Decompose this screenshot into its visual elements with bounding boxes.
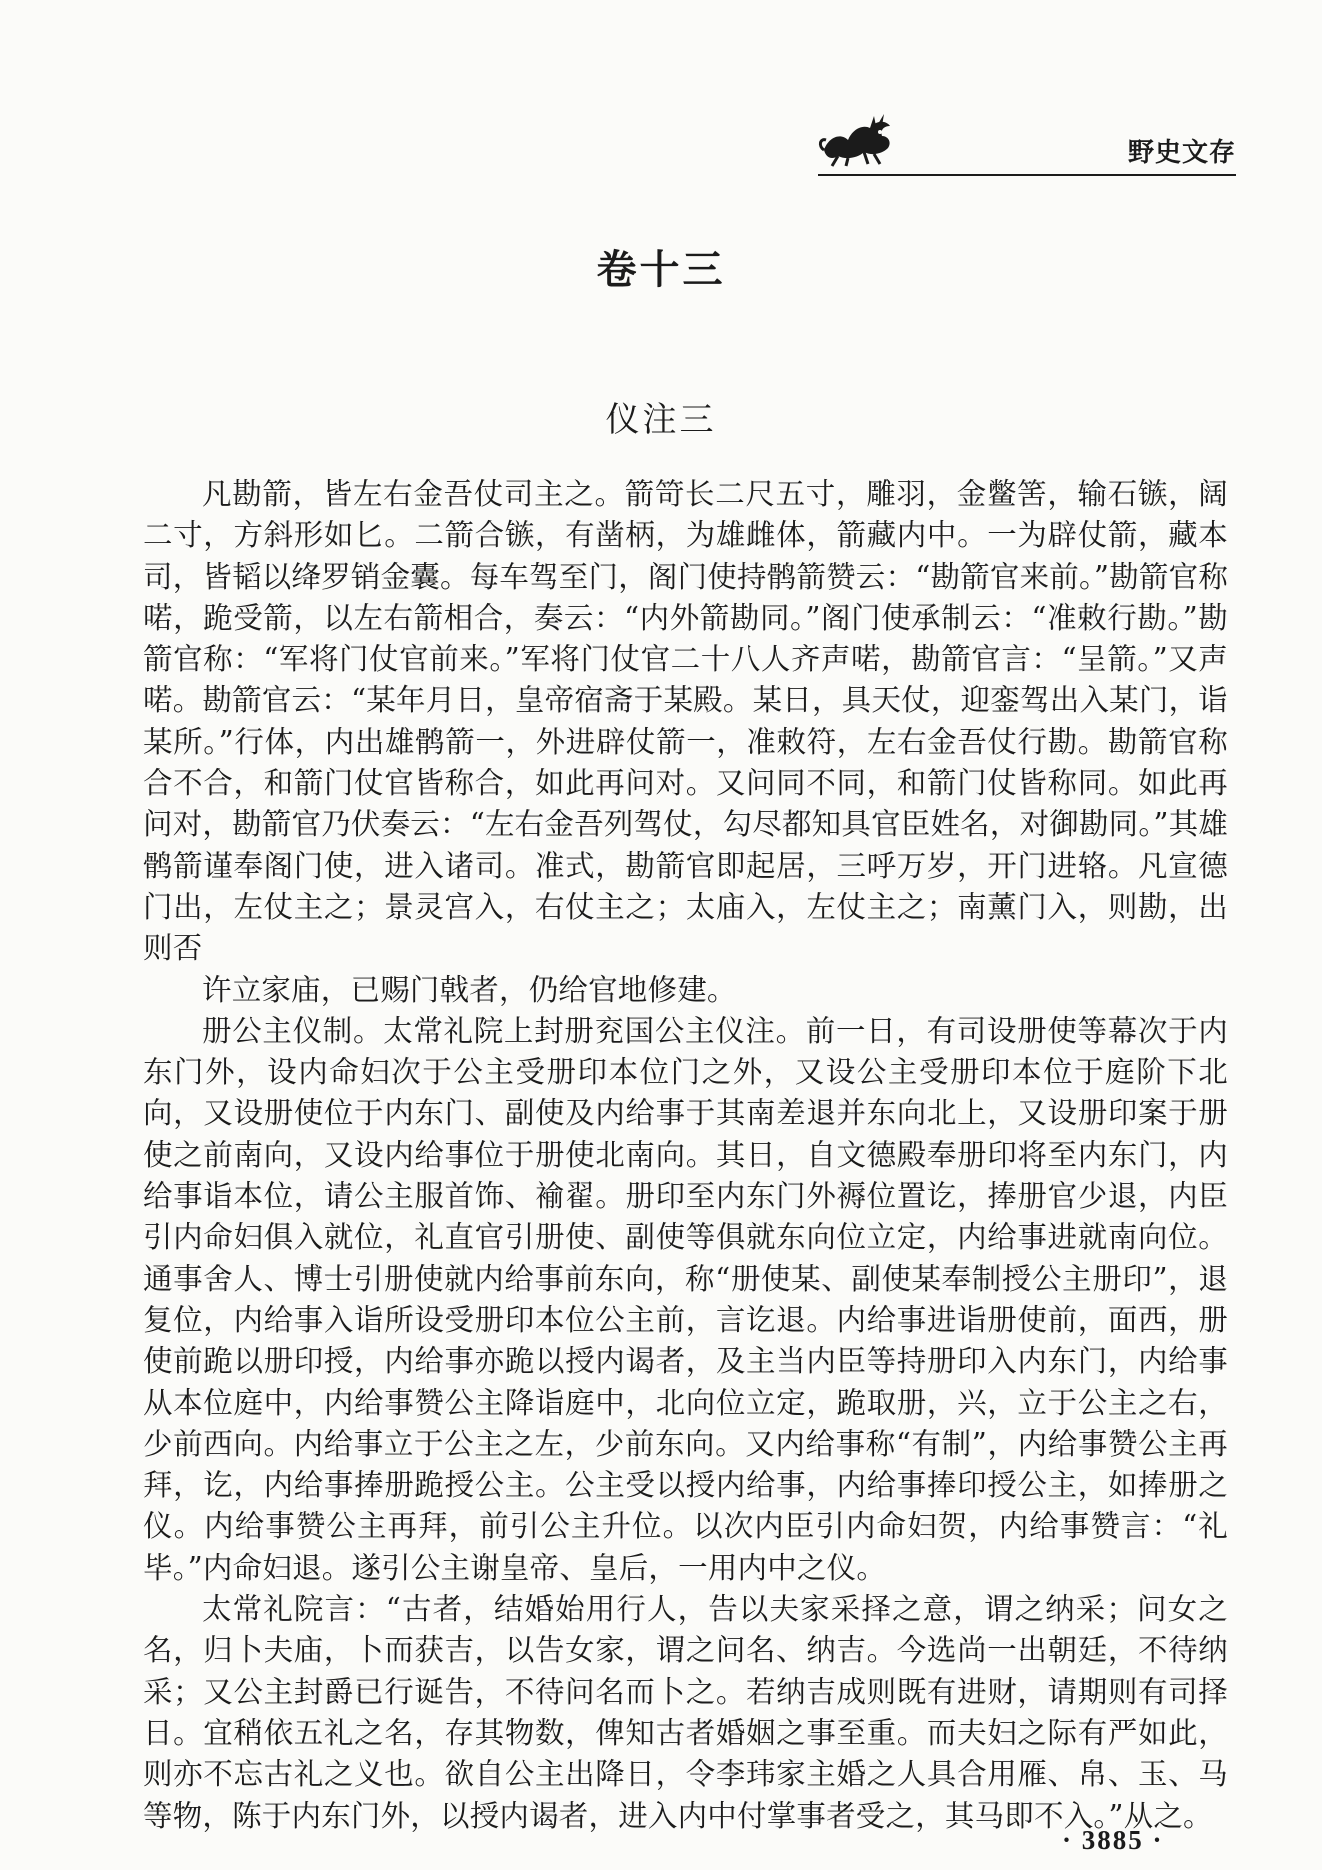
- paragraph: 许立家庙，已赐门戟者，仍给官地修建。: [202, 972, 737, 1007]
- body-text: [143, 474, 1228, 1837]
- section-title: 仪注三: [605, 400, 717, 440]
- paragraph: 凡勘箭，皆左右金吾仗司主之。箭笴长二尺五寸，雕羽，金鳖筈，输石镞，阔二寸，方斜形如匕。二箭合镞，有凿柄，为雄雌体，箭藏内中。一为辟仗箭，藏本司，皆韬以绛罗销金囊。每车驾至门，阁门使持鹘箭赞云：“勘箭官来前。”勘箭官称喏，跪受箭，以左右箭相合，奏云：“内外箭勘同。”阁门使承制云：“准敕行勘。”勘箭官称：“军将门仗官前来。”军将门仗官二十八人齐声喏，勘箭官言：“呈箭。”又声喏。勘箭官云：“某年月日，皇帝宿斋于某殿。某日，具天仗，迎銮驾出入某门，诣某所。”行体，内出雄鹘箭一，外进辟仗箭一，准敕符，左右金吾仗行勘。勘箭官称合不合，和箭门仗官皆称合，如此再问对。又问同不同，和箭门仗皆称同。如此再问对，勘箭官乃伏奏云：“左右金吾列驾仗，勾尽都知具官臣姓名，对御勘同。”其雄鹘箭谨奉阁门使，进入诸司。准式，勘箭官即起居，三呼万岁，开门进辂。凡宣德门出，左仗主之；景灵宫入，右仗主之；太庙入，左仗主之；南薰门入，则勘，出则否: [143, 477, 1229, 966]
- volume-title: 卷十三: [596, 247, 726, 293]
- header-rule: [818, 174, 1236, 176]
- page-number: · 3885 ·: [1062, 1825, 1164, 1855]
- page-header: [818, 110, 1236, 182]
- series-title: 野史文存: [1127, 138, 1236, 168]
- dragon-icon: [818, 110, 898, 168]
- paragraph: 册公主仪制。太常礼院上封册兖国公主仪注。前一日，有司设册使等幕次于内东门外，设内命妇次于公主受册印本位门之外，又设公主受册印本位于庭阶下北向，又设册使位于内东门、副使及内给事于其南差退并东向北上，又设册印案于册使之前南向，又设内给事位于册使北南向。其日，自文德殿奉册印将至内东门，内给事诣本位，请公主服首饰、褕翟。册印至内东门外褥位置讫，捧册官少退，内臣引内命妇俱入就位，礼直官引册使、副使等俱就东向位立定，内给事进就南向位。通事舍人、博士引册使就内给事前东向，称“册使某、副使某奉制授公主册印”，退复位，内给事入诣所设受册印本位公主前，言讫退。内给事进诣册使前，面西，册使前跪以册印授，内给事亦跪以授内谒者，及主当内臣等持册印入内东门，内给事从本位庭中，内给事赞公主降诣庭中，北向位立定，跪取册，兴，立于公主之右，少前西向。内给事立于公主之左，少前东向。又内给事称“有制”，内给事赞公主再拜，讫，内给事捧册跪授公主。公主受以授内给事，内给事捧印授公主，如捧册之仪。内给事赞公主再拜，前引公主升位。以次内臣引内命妇贺，内给事赞言：“礼毕。”内命妇退。遂引公主谢皇帝、皇后，一用内中之仪。: [143, 1013, 1228, 1585]
- paragraph: 太常礼院言：“古者，结婚始用行人，告以夫家采择之意，谓之纳采；问女之名，归卜夫庙，卜而获吉，以告女家，谓之问名、纳吉。今选尚一出朝廷，不待纳采；又公主封爵已行诞告，不待问名而卜之。若纳吉成则既有进财，请期则有司择日。宜稍依五礼之名，存其物数，俾知古者婚姻之事至重。而夫妇之际有严如此，则亦不忘古礼之义也。欲自公主出降日，令李玮家主婚之人具合用雁、帛、玉、马等物，陈于内东门外，以授内谒者，进入内中付掌事者受之，其马即不入。”从之。: [143, 1592, 1228, 1833]
